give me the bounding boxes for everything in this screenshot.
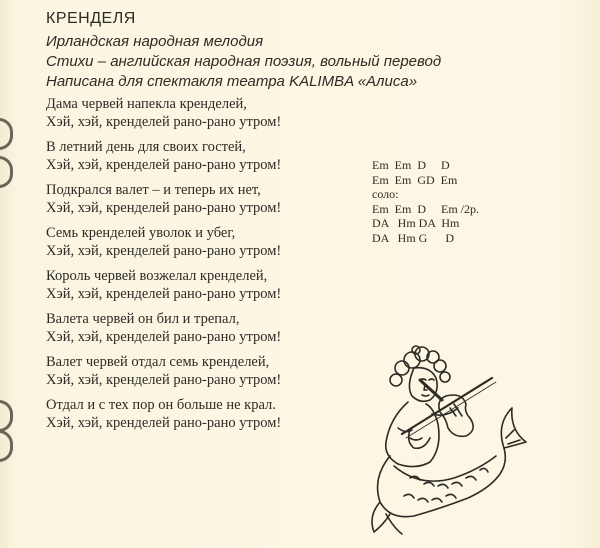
verse-refrain: Хэй, хэй, кренделей рано-рано утром! — [46, 286, 282, 302]
verse-line: Валета червей он бил и трепал, — [46, 311, 240, 327]
verse — [46, 138, 281, 174]
verse — [46, 310, 281, 346]
verse-refrain: Хэй, хэй, кренделей рано-рано утром! — [46, 415, 282, 431]
chord-line: Em Em GD Em — [372, 172, 458, 187]
verse-refrain: Хэй, хэй, кренделей рано-рано утром! — [46, 243, 282, 259]
verse-line: В летний день для своих гостей, — [46, 139, 246, 155]
verse-refrain: Хэй, хэй, кренделей рано-рано утром! — [46, 329, 282, 345]
verse — [46, 224, 281, 260]
credit-lyrics: Стихи – английская народная поэзия, вольный перевод — [46, 53, 442, 70]
verse — [46, 181, 281, 217]
chord-line: соло: — [372, 187, 399, 202]
binding-ring — [0, 118, 13, 150]
song-credits — [46, 32, 441, 92]
credit-melody: Ирландская народная мелодия — [46, 33, 264, 50]
binding-ring — [0, 156, 13, 188]
verse — [46, 267, 281, 303]
chord-line: DA Hm G D — [372, 230, 455, 245]
verse-line: Семь кренделей уволок и убег, — [46, 225, 236, 241]
mermaid-fiddler-drawing — [350, 338, 540, 538]
verse-line: Дама червей напекла кренделей, — [46, 96, 247, 112]
verse — [46, 95, 281, 131]
verse-refrain: Хэй, хэй, кренделей рано-рано утром! — [46, 200, 282, 216]
verse — [46, 396, 281, 432]
spiral-binding — [0, 0, 10, 548]
song-title: КРЕНДЕЛЯ — [46, 10, 136, 27]
verse-refrain: Хэй, хэй, кренделей рано-рано утром! — [46, 157, 282, 173]
chord-chart — [372, 158, 479, 246]
binding-ring — [0, 430, 13, 462]
chord-line: Em Em D Em /2р. — [372, 201, 479, 216]
lyrics — [46, 95, 281, 439]
credit-theatre: Написана для спектакля театра KALIMBA «Алиса» — [46, 73, 418, 90]
verse-refrain: Хэй, хэй, кренделей рано-рано утром! — [46, 372, 282, 388]
verse-line: Король червей возжелал кренделей, — [46, 268, 268, 284]
verse-line: Отдал и с тех пор он больше не крал. — [46, 397, 276, 413]
binding-ring — [0, 400, 13, 432]
verse — [46, 353, 281, 389]
verse-refrain: Хэй, хэй, кренделей рано-рано утром! — [46, 114, 282, 130]
verse-line: Валет червей отдал семь кренделей, — [46, 354, 270, 370]
chord-line: DA Hm DA Hm — [372, 216, 460, 231]
verse-line: Подкрался валет – и теперь их нет, — [46, 182, 261, 198]
fiddle — [420, 380, 473, 436]
chord-line: Em Em D D — [372, 158, 450, 172]
